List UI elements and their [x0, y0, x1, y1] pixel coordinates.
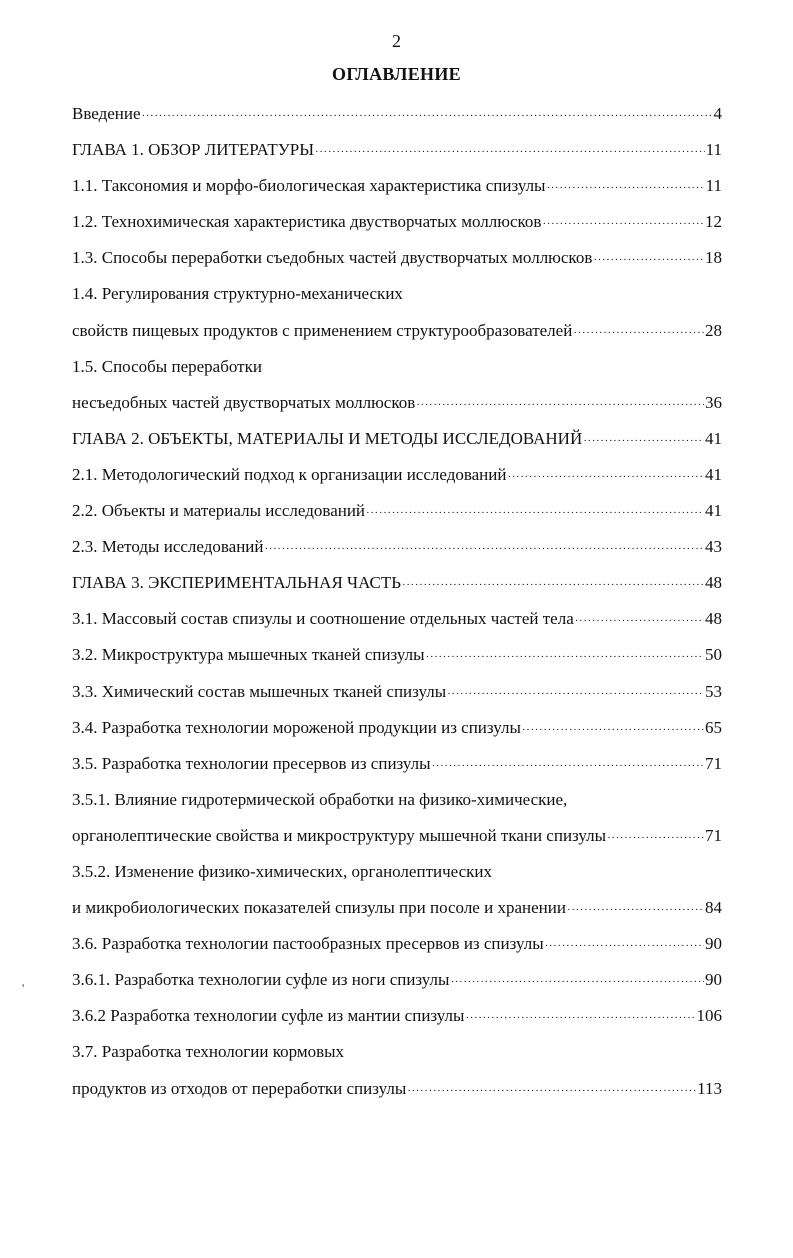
toc-entry	[72, 493, 722, 529]
toc-entry-title: 2.2. Объекты и материалы исследований	[72, 501, 366, 521]
toc-entry	[72, 926, 722, 962]
toc-leader-dots	[465, 1000, 695, 1036]
toc-entry-page: 41	[705, 428, 722, 448]
toc-entry-title: 1.2. Технохимическая характеристика двустворчатых моллюсков	[72, 212, 542, 232]
toc-leader-dots	[573, 315, 704, 351]
toc-entry	[72, 890, 722, 926]
toc-entry	[72, 782, 722, 818]
toc-entry-page: 65	[705, 717, 722, 737]
toc-entry-page: 113	[697, 1078, 722, 1098]
toc-entry	[72, 276, 722, 312]
toc-entry-title: 3.6. Разработка технологии пастообразных пресервов из спизулы	[72, 934, 544, 954]
toc-entry-title: и микробиологических показателей спизулы при посоле и хранении	[72, 898, 566, 918]
toc-entry-title: 3.6.1. Разработка технологии суфле из ноги спизулы	[72, 970, 450, 990]
toc-entry-page: 43	[705, 537, 722, 557]
toc-entry-title: органолептические свойства и микроструктуру мышечной ткани спизулы	[72, 825, 607, 845]
toc-entry-title: свойств пищевых продуктов с применением структурообразователей	[72, 320, 573, 340]
toc-entry-title: 3.7. Разработка технологии кормовых	[72, 1042, 345, 1062]
toc-entry-title: Введение	[72, 104, 141, 123]
scan-artifact: ,	[16, 975, 27, 989]
toc-leader-dots	[546, 170, 704, 206]
toc-entry-page: 50	[705, 645, 722, 665]
toc-entry	[72, 529, 722, 565]
toc-entry-title: 1.1. Таксономия и морфо-биологическая характеристика спизулы	[72, 176, 546, 196]
toc-leader-dots	[522, 712, 704, 748]
toc-entry-title: 2.1. Методологический подход к организации исследований	[72, 464, 507, 484]
toc-leader-dots	[583, 423, 704, 459]
toc-entry-title: 3.1. Массовый состав спизулы и соотношение отдельных частей тела	[72, 609, 574, 629]
toc-entry	[72, 349, 722, 385]
toc-entry	[72, 601, 722, 637]
toc-leader-dots	[447, 676, 704, 712]
toc-leader-dots	[545, 928, 704, 964]
toc-entry-title: 3.6.2 Разработка технологии суфле из мантии спизулы	[72, 1006, 465, 1026]
toc-entry-title: ГЛАВА 2. ОБЪЕКТЫ, МАТЕРИАЛЫ И МЕТОДЫ ИССЛЕДОВАНИЙ	[72, 428, 583, 448]
toc-leader-dots	[507, 459, 704, 495]
toc-entry-page: 84	[705, 898, 722, 918]
toc-leader-dots	[567, 892, 704, 928]
toc-entry-title: 3.5.1. Влияние гидротермической обработки на физико-химические,	[72, 789, 568, 809]
toc-leader-dots	[315, 134, 705, 170]
toc-entry-title: 1.4. Регулирования структурно-механических	[72, 284, 403, 304]
toc-leader-dots	[142, 98, 713, 134]
toc-entry	[72, 710, 722, 746]
toc-entry-page: 18	[705, 248, 722, 268]
toc-entry	[72, 385, 722, 421]
toc-entry	[72, 204, 722, 240]
toc-entry	[72, 998, 722, 1034]
toc-entry-page: 90	[705, 970, 722, 990]
toc-entry-page: 48	[705, 573, 722, 593]
toc-leader-dots	[416, 387, 704, 423]
toc-entry	[72, 240, 722, 276]
toc-entry	[72, 168, 722, 204]
toc-entry-title: 3.4. Разработка технологии мороженой продукции из спизулы	[72, 717, 521, 737]
toc-leader-dots	[575, 603, 704, 639]
toc-entry-title: 3.5.2. Изменение физико-химических, органолептических	[72, 861, 493, 881]
toc-entry	[72, 132, 722, 168]
toc-entry-page: 106	[696, 1006, 722, 1026]
toc-entry-title: 3.2. Микроструктура мышечных тканей спизулы	[72, 645, 425, 665]
toc-entry	[72, 818, 722, 854]
toc-entry-page: 11	[705, 140, 722, 160]
toc-entry-page: 41	[705, 501, 722, 521]
toc-entry-title: ГЛАВА 3. ЭКСПЕРИМЕНТАЛЬНАЯ ЧАСТЬ	[72, 573, 402, 593]
toc-entry-page: 71	[705, 753, 722, 773]
toc-leader-dots	[450, 964, 704, 1000]
toc-entry	[72, 962, 722, 998]
toc-leader-dots	[366, 495, 704, 531]
toc-entry-title: ГЛАВА 1. ОБЗОР ЛИТЕРАТУРЫ	[72, 140, 315, 160]
toc-leader-dots	[432, 748, 704, 784]
toc-entry-page: 48	[705, 609, 722, 629]
toc-entry-page: 4	[713, 104, 722, 123]
page-title: ОГЛАВЛЕНИЕ	[332, 64, 461, 84]
toc-entry-title: 3.5. Разработка технологии пресервов из спизулы	[72, 753, 431, 773]
toc-entry	[72, 421, 722, 457]
toc-entry	[72, 565, 722, 601]
toc-entry	[72, 96, 722, 132]
toc-entry-page: 71	[705, 825, 722, 845]
toc-entry-page: 36	[705, 392, 722, 412]
toc-leader-dots	[542, 206, 704, 242]
page-number: 2	[392, 31, 401, 51]
toc-entry-title: 1.3. Способы переработки съедобных частей двустворчатых моллюсков	[72, 248, 593, 268]
toc-leader-dots	[593, 242, 704, 278]
toc-leader-dots	[426, 639, 704, 675]
toc-entry-page: 41	[705, 464, 722, 484]
toc-entry-page: 12	[705, 212, 722, 232]
toc-entry-title: 1.5. Способы переработки	[72, 356, 262, 376]
table-of-contents	[72, 96, 722, 1107]
toc-entry	[72, 457, 722, 493]
toc-entry-title: продуктов из отходов от переработки спизулы	[72, 1078, 407, 1098]
toc-leader-dots	[607, 820, 704, 856]
toc-entry-page: 90	[705, 934, 722, 954]
toc-entry-title: несъедобных частей двустворчатых моллюсков	[72, 392, 416, 412]
toc-entry-title: 2.3. Методы исследований	[72, 537, 264, 557]
toc-leader-dots	[407, 1073, 696, 1109]
toc-entry	[72, 1034, 722, 1070]
toc-leader-dots	[402, 567, 704, 603]
toc-entry	[72, 674, 722, 710]
toc-entry-page: 11	[705, 176, 722, 196]
toc-entry	[72, 1071, 722, 1107]
toc-entry	[72, 637, 722, 673]
toc-entry-page: 53	[705, 681, 722, 701]
toc-entry	[72, 746, 722, 782]
toc-entry-page: 28	[705, 320, 722, 340]
toc-entry	[72, 313, 722, 349]
toc-leader-dots	[265, 531, 704, 567]
toc-entry-title: 3.3. Химический состав мышечных тканей спизулы	[72, 681, 447, 701]
toc-entry	[72, 854, 722, 890]
